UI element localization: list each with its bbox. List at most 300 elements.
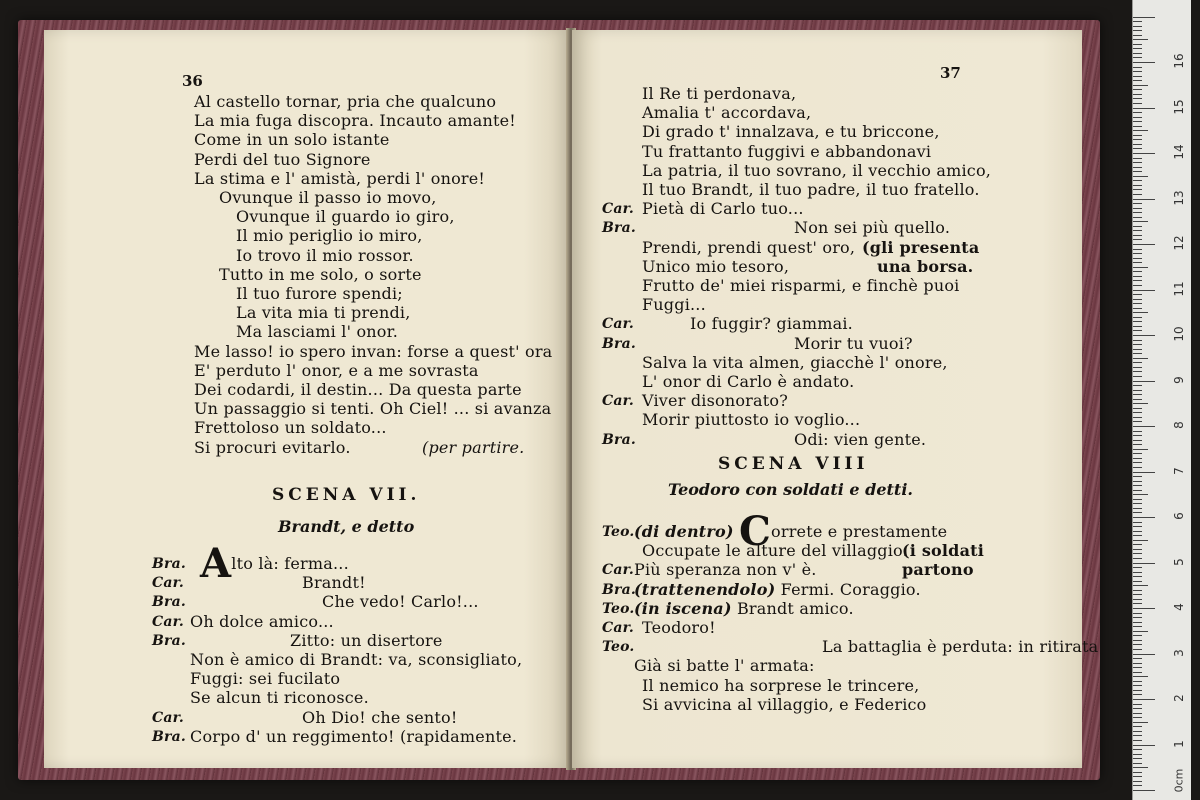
verse-line <box>194 399 551 419</box>
ruler-tick <box>1133 30 1142 31</box>
ruler-tick <box>1133 158 1142 159</box>
dialogue-line <box>822 637 1098 657</box>
stage-direction: partono <box>902 560 974 580</box>
verse-text: Al castello tornar, pria che qualcuno <box>194 92 497 111</box>
ruler-tick <box>1133 235 1142 236</box>
dialogue-line <box>634 599 854 619</box>
stage-direction: (di dentro) <box>634 522 734 541</box>
verse-text: Amalia t' accordava, <box>642 103 812 123</box>
verse-text: Prendi, prendi quest' oro, <box>642 237 856 257</box>
ruler-tick <box>1133 526 1142 527</box>
speaker-label: Car. <box>602 620 634 636</box>
speaker-label: Teo. <box>602 639 635 656</box>
ruler-tick <box>1133 476 1142 477</box>
ruler-tick <box>1133 381 1155 382</box>
verse-line <box>642 142 931 162</box>
verse-line <box>236 246 414 266</box>
ruler-tick <box>1133 253 1142 254</box>
speaker-label: Car. <box>152 613 184 630</box>
ruler-tick <box>1133 540 1148 541</box>
verse-line <box>236 284 403 304</box>
verse-line <box>642 103 811 123</box>
dialogue-line <box>634 656 815 676</box>
speaker-label: Car. <box>602 562 634 579</box>
verse-text: Morir piuttosto io voglio... <box>642 410 861 430</box>
ruler-number: 1 <box>1172 739 1186 748</box>
ruler-tick <box>1133 317 1142 318</box>
ruler-tick <box>1133 135 1142 136</box>
ruler-tick <box>1133 713 1142 714</box>
ruler-tick <box>1133 139 1142 140</box>
scene-subtitle: Brandt, e detto <box>278 517 415 536</box>
ruler-tick <box>1133 572 1142 573</box>
ruler-tick <box>1133 290 1155 291</box>
verse-text: Il tuo furore spendi; <box>236 284 403 303</box>
ruler-tick <box>1133 76 1142 77</box>
ruler-tick <box>1133 167 1142 168</box>
dialogue-line <box>634 560 817 580</box>
ruler-tick <box>1133 735 1142 736</box>
dialogue-text: orrete e prestamente <box>771 522 948 541</box>
ruler-tick <box>1133 644 1142 645</box>
speaker-label: Bra. <box>602 581 636 598</box>
dialogue-line <box>302 708 458 728</box>
dialogue-line <box>190 688 369 708</box>
ruler-tick <box>1133 663 1142 664</box>
ruler-tick <box>1133 585 1148 586</box>
ruler-tick <box>1133 681 1142 682</box>
ruler-tick <box>1133 421 1142 422</box>
ruler-tick <box>1133 394 1142 395</box>
verse-line <box>794 334 913 354</box>
ruler-tick <box>1133 699 1155 700</box>
ruler-tick <box>1133 676 1148 677</box>
ruler-tick <box>1133 217 1142 218</box>
ruler-tick <box>1133 153 1155 154</box>
dialogue-text: Già si batte l' armata: <box>634 656 815 676</box>
speaker-label: Bra. <box>602 431 636 448</box>
dialogue-text: Brandt amico. <box>736 598 854 618</box>
dialogue-line <box>642 618 716 638</box>
ruler-tick <box>1133 117 1142 118</box>
ruler-tick <box>1133 362 1142 363</box>
verse-text: Unico mio tesoro, <box>642 256 790 276</box>
ruler-tick <box>1133 654 1155 655</box>
speaker-label: Bra. <box>152 556 186 572</box>
ruler-tick <box>1133 230 1142 231</box>
ruler-tick <box>1133 94 1142 95</box>
ruler-number: 11 <box>1172 280 1186 297</box>
ruler-tick <box>1133 704 1142 705</box>
dialogue-text: Teodoro! <box>642 618 716 637</box>
ruler-tick <box>1133 212 1142 213</box>
verse-text: Fuggi... <box>642 295 706 315</box>
ruler-tick <box>1133 481 1142 482</box>
ruler-number: 16 <box>1172 53 1186 69</box>
verse-line <box>194 418 387 438</box>
ruler-number: 8 <box>1172 421 1186 429</box>
ruler-tick <box>1133 558 1142 559</box>
verse-text: Pietà di Carlo tuo... <box>642 199 804 219</box>
ruler-tick <box>1133 544 1142 545</box>
ruler-tick <box>1133 344 1142 345</box>
ruler-tick <box>1133 85 1148 86</box>
stage-direction: una borsa. <box>877 256 974 276</box>
dialogue-text: Fuggi: sei fucilato <box>190 669 341 689</box>
ruler-tick <box>1133 490 1142 491</box>
ruler-tick <box>1133 658 1142 659</box>
ruler-tick <box>1133 35 1142 36</box>
ruler-tick <box>1133 294 1142 295</box>
stage-direction: (trattenendolo) <box>634 579 776 599</box>
verse-text: Tu frattanto fuggivi e abbandonavi <box>642 141 932 161</box>
verse-text: Ma lasciami l' onor. <box>236 322 399 342</box>
verse-line <box>642 180 980 200</box>
ruler-tick <box>1133 767 1148 768</box>
dialogue-text: Corpo d' un reggimento! (rapidamente. <box>190 726 518 746</box>
drop-cap: A <box>200 540 232 587</box>
verse-text: Frutto de' miei risparmi, e finchè puoi <box>642 276 960 295</box>
ruler-tick <box>1133 649 1142 650</box>
ruler-tick <box>1133 53 1142 54</box>
ruler-tick <box>1133 613 1142 614</box>
ruler-tick <box>1133 608 1155 609</box>
ruler-tick <box>1133 594 1142 595</box>
scene-title: SCENA VII. <box>272 485 421 505</box>
ruler-tick <box>1133 549 1142 550</box>
ruler-tick <box>1133 267 1148 268</box>
verse-text: L' onor di Carlo è andato. <box>642 372 855 391</box>
ruler-tick <box>1133 285 1142 286</box>
verse-line <box>642 372 854 392</box>
drop-cap: C <box>738 508 772 555</box>
verse-line <box>642 391 788 411</box>
ruler-number: 4 <box>1172 603 1186 611</box>
verse-line <box>236 207 455 227</box>
verse-line <box>642 199 804 219</box>
verse-line <box>642 257 789 277</box>
ruler-tick <box>1133 221 1148 222</box>
dialogue-line <box>642 541 908 561</box>
dialogue-text: Che vedo! Carlo!... <box>322 592 479 612</box>
ruler-tick <box>1133 48 1142 49</box>
verse-line <box>194 437 525 458</box>
ruler-number: 6 <box>1172 512 1186 520</box>
ruler-tick <box>1133 776 1142 777</box>
dialogue-text: Fermi. Coraggio. <box>780 579 921 599</box>
ruler-tick <box>1133 590 1142 591</box>
stage-direction: (i soldati <box>902 541 984 561</box>
verse-text: Viver disonorato? <box>642 391 789 411</box>
ruler-tick <box>1133 535 1142 536</box>
ruler-tick <box>1133 781 1142 782</box>
ruler-tick <box>1133 390 1142 391</box>
ruler-tick <box>1133 685 1142 686</box>
verse-text: Il Re ti perdonava, <box>642 84 797 103</box>
ruler-tick <box>1133 103 1142 104</box>
ruler-tick <box>1133 108 1155 109</box>
speaker-label: Teo. <box>602 600 635 617</box>
verse-line <box>236 303 411 323</box>
ruler-tick <box>1133 462 1142 463</box>
verse-text: La stima e l' amistà, perdi l' onore! <box>194 168 486 188</box>
dialogue-line <box>322 592 479 612</box>
ruler-tick <box>1133 617 1142 618</box>
ruler-tick <box>1133 508 1142 509</box>
dialogue-text: Più speranza non v' è. <box>634 560 817 580</box>
ruler-tick <box>1133 690 1142 691</box>
ruler-number: 15 <box>1172 98 1186 115</box>
ruler-tick <box>1133 567 1142 568</box>
verse-line <box>642 122 940 142</box>
verse-text: Perdi del tuo Signore <box>194 149 371 169</box>
speaker-label: Car. <box>602 393 634 410</box>
verse-line <box>642 295 706 315</box>
ruler-tick <box>1133 303 1142 304</box>
speaker-label: Bra. <box>152 594 186 611</box>
verse-line <box>194 169 485 189</box>
ruler-tick <box>1133 740 1142 741</box>
verse-line <box>642 353 948 373</box>
verse-line <box>194 342 552 362</box>
dialogue-text: Non è amico di Brandt: va, sconsigliato, <box>190 650 523 669</box>
ruler-tick <box>1133 431 1142 432</box>
verse-text: Odi: vien gente. <box>794 429 927 449</box>
ruler-tick <box>1133 717 1142 718</box>
ruler-tick <box>1133 258 1142 259</box>
verse-line <box>194 361 479 381</box>
verse-line <box>219 265 422 285</box>
ruler-tick <box>1133 80 1142 81</box>
ruler-tick <box>1133 553 1142 554</box>
ruler-tick <box>1133 44 1142 45</box>
ruler-tick <box>1133 453 1142 454</box>
speaker-label: Teo. <box>602 524 635 540</box>
measurement-ruler <box>1132 0 1191 800</box>
verse-line <box>236 226 423 246</box>
ruler-tick <box>1133 435 1142 436</box>
verse-text: Un passaggio si tenti. Oh Ciel! ... si avanza <box>194 399 552 419</box>
verse-text: Di grado t' innalzava, e tu briccone, <box>642 122 940 142</box>
ruler-number: 2 <box>1172 694 1186 702</box>
ruler-tick <box>1133 763 1142 764</box>
ruler-number: 5 <box>1172 557 1186 566</box>
verse-line <box>642 410 860 430</box>
ruler-tick <box>1133 417 1142 418</box>
ruler-tick <box>1133 467 1142 468</box>
dialogue-line <box>634 580 921 600</box>
verse-text: Si procuri evitarlo. <box>194 437 351 457</box>
stage-direction: (per partire. <box>422 437 525 457</box>
ruler-tick <box>1133 353 1142 354</box>
ruler-number: 10 <box>1172 326 1186 342</box>
ruler-tick <box>1133 335 1155 336</box>
ruler-tick <box>1133 144 1142 145</box>
dialogue-line <box>190 669 340 689</box>
ruler-tick <box>1133 499 1142 500</box>
ruler-number: 9 <box>1172 375 1186 384</box>
ruler-tick <box>1133 121 1142 122</box>
ruler-tick <box>1133 89 1142 90</box>
ruler-tick <box>1133 340 1142 341</box>
verse-text: E' perduto l' onor, e a me sovrasta <box>194 360 479 380</box>
verse-line <box>690 314 853 334</box>
ruler-tick <box>1133 271 1142 272</box>
ruler-tick <box>1133 312 1148 313</box>
ruler-tick <box>1133 731 1142 732</box>
verse-text: Dei codardi, il destin... Da questa parte <box>194 380 522 399</box>
ruler-tick <box>1133 485 1142 486</box>
speaker-label: Car. <box>602 316 634 333</box>
ruler-number: 14 <box>1172 144 1186 160</box>
ruler-number: 12 <box>1172 235 1186 251</box>
ruler-tick <box>1133 563 1155 564</box>
ruler-tick <box>1133 403 1148 404</box>
verse-text: Morir tu vuoi? <box>794 333 913 353</box>
verse-text: Salva la vita almen, giacchè l' onore, <box>642 352 948 372</box>
ruler-tick <box>1133 180 1142 181</box>
verse-text: La vita mia ti prendi, <box>236 303 411 323</box>
dialogue-text: Oh Dio! che sento! <box>302 707 458 727</box>
verse-text: Me lasso! io spero invan: forse a quest' ora <box>194 341 553 361</box>
ruler-tick <box>1133 494 1148 495</box>
ruler-tick <box>1133 472 1155 473</box>
left-page <box>44 30 570 768</box>
verse-line <box>642 276 959 296</box>
ruler-tick <box>1133 512 1142 513</box>
ruler-tick <box>1133 185 1142 186</box>
ruler-tick <box>1133 148 1142 149</box>
ruler-number: 3 <box>1172 648 1186 657</box>
ruler-tick <box>1133 57 1142 58</box>
ruler-tick <box>1133 330 1142 331</box>
dialogue-text: Oh dolce amico... <box>190 611 334 631</box>
ruler-tick <box>1133 576 1142 577</box>
ruler-tick <box>1133 276 1142 277</box>
verse-line <box>194 150 371 170</box>
ruler-tick <box>1133 385 1142 386</box>
ruler-tick <box>1133 640 1142 641</box>
ruler-tick <box>1133 531 1142 532</box>
ruler-tick <box>1133 708 1142 709</box>
verse-line <box>642 238 855 258</box>
verse-text: Non sei più quello. <box>794 218 951 238</box>
ruler-tick <box>1133 626 1142 627</box>
verse-text: La patria, il tuo sovrano, il vecchio amico, <box>642 160 992 180</box>
ruler-tick <box>1133 440 1142 441</box>
verse-text: Il mio periglio io miro, <box>236 226 423 246</box>
ruler-tick <box>1133 208 1142 209</box>
ruler-tick <box>1133 426 1155 427</box>
ruler-tick <box>1133 603 1142 604</box>
stage-direction: (in iscena) <box>634 598 732 618</box>
verse-text: Il tuo Brandt, il tuo padre, il tuo fratello. <box>642 180 980 199</box>
ruler-tick <box>1133 249 1142 250</box>
ruler-tick <box>1133 26 1142 27</box>
verse-text: Io trovo il mio rossor. <box>236 245 414 265</box>
ruler-tick <box>1133 631 1148 632</box>
speaker-label: Bra. <box>152 728 186 745</box>
verse-text: La mia fuga discopra. Incauto amante! <box>194 111 516 131</box>
ruler-tick <box>1133 358 1148 359</box>
verse-line <box>794 430 926 450</box>
dialogue-line <box>302 573 366 593</box>
ruler-tick <box>1133 672 1142 673</box>
ruler-tick <box>1133 71 1142 72</box>
dialogue-text: La battaglia è perduta: in ritirata <box>822 637 1099 657</box>
page-number: 36 <box>182 72 203 90</box>
ruler-unit-label: 0cm <box>1172 768 1186 793</box>
ruler-tick <box>1133 321 1142 322</box>
ruler-tick <box>1133 367 1142 368</box>
ruler-tick <box>1133 130 1148 131</box>
ruler-tick <box>1133 772 1142 773</box>
verse-line <box>236 322 398 342</box>
verse-text: Come in un solo istante <box>194 130 390 150</box>
ruler-tick <box>1133 349 1142 350</box>
verse-text: Ovunque il guardo io giro, <box>236 207 455 227</box>
ruler-tick <box>1133 449 1148 450</box>
speaker-label: Car. <box>602 201 634 218</box>
ruler-tick <box>1133 126 1142 127</box>
ruler-tick <box>1133 408 1142 409</box>
ruler-tick <box>1133 171 1142 172</box>
ruler-tick <box>1133 399 1142 400</box>
ruler-tick <box>1133 522 1142 523</box>
right-page <box>572 30 1099 768</box>
ruler-number: 7 <box>1172 466 1186 475</box>
ruler-tick <box>1133 758 1142 759</box>
ruler-tick <box>1133 503 1142 504</box>
ruler-tick <box>1133 376 1142 377</box>
ruler-tick <box>1133 21 1142 22</box>
ruler-tick <box>1133 745 1155 746</box>
ruler-tick <box>1133 694 1142 695</box>
ruler-tick <box>1133 444 1142 445</box>
verse-line <box>194 111 516 131</box>
ruler-tick <box>1133 98 1142 99</box>
ruler-tick <box>1133 203 1142 204</box>
scene-subtitle: Teodoro con soldati e detti. <box>668 480 913 499</box>
ruler-tick <box>1133 371 1142 372</box>
ruler-tick <box>1133 194 1142 195</box>
ruler-tick <box>1133 162 1142 163</box>
verse-line <box>194 130 390 150</box>
dialogue-line <box>642 695 927 715</box>
verse-text: Tutto in me solo, o sorte <box>219 264 422 284</box>
ruler-tick <box>1133 722 1148 723</box>
verse-line <box>642 84 796 104</box>
ruler-tick <box>1133 622 1142 623</box>
stage-direction: (gli presenta <box>862 237 980 257</box>
ruler-tick <box>1133 280 1142 281</box>
ruler-tick <box>1133 62 1155 63</box>
dialogue-text: lto là: ferma... <box>231 554 349 573</box>
dialogue-text: Se alcun ti riconosce. <box>190 688 369 708</box>
speaker-label: Bra. <box>602 335 636 352</box>
ruler-tick <box>1133 581 1142 582</box>
ruler-tick <box>1133 112 1142 113</box>
dialogue-line <box>290 631 443 651</box>
ruler-tick <box>1133 412 1142 413</box>
ruler-tick <box>1133 599 1142 600</box>
verse-text: Frettoloso un soldato... <box>194 418 387 438</box>
ruler-tick <box>1133 667 1142 668</box>
dialogue-text: Occupate le alture del villaggio. <box>642 541 908 561</box>
dialogue-text: Si avvicina al villaggio, e Federico <box>642 694 927 714</box>
ruler-tick <box>1133 749 1142 750</box>
dialogue-line <box>190 650 522 670</box>
